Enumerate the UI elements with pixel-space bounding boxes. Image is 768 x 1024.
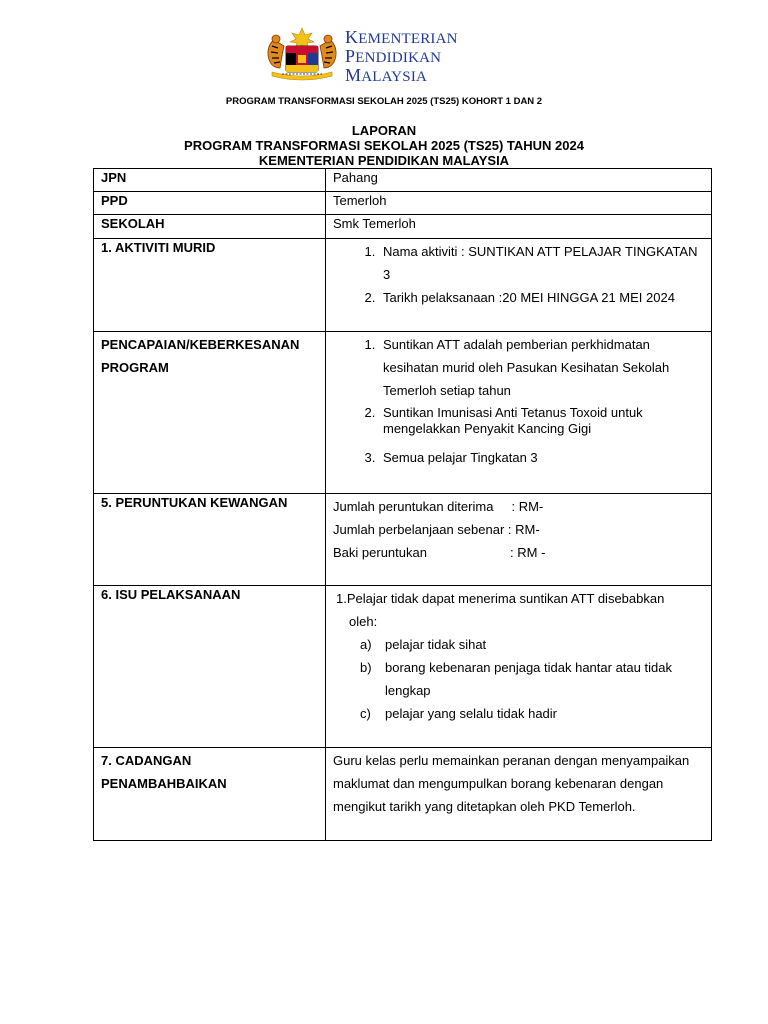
row-value: Smk Temerloh xyxy=(326,215,712,239)
fin-row-diterima: Jumlah peruntukan diterima : RM- xyxy=(333,499,544,514)
list-item: 3. Semua pelajar Tingkatan 3 xyxy=(379,450,704,465)
list-item: 1. Suntikan ATT adalah pemberian perkhidmatan kesihatan murid oleh Pasukan Kesihatan Sekolah Temerloh setiap tahun xyxy=(379,333,704,402)
coat-of-arms-icon xyxy=(262,26,342,82)
table-row-aktiviti xyxy=(94,239,712,332)
isu-list xyxy=(333,633,704,725)
row-value xyxy=(326,239,712,332)
report-title xyxy=(0,123,768,168)
row-label: SEKOLAH xyxy=(94,215,326,239)
list-item: 2. Suntikan Imunisasi Anti Tetanus Toxoid untuk mengelakkan Penyakit Kancing Gigi xyxy=(379,405,704,437)
row-label: JPN xyxy=(94,169,326,192)
list-item: 1. Nama aktiviti : SUNTIKAN ATT PELAJAR TINGKATAN 3 xyxy=(379,240,704,286)
table-row-cadangan xyxy=(94,748,712,841)
row-value: 1.Pelajar tidak dapat menerima suntikan ATT disebabkan oleh: a) pelajar tidak sihat b) borang kebenaran penjaga tidak hantar atau tidak lengkap c) pelajar yang selalu tidak hadir xyxy=(326,586,712,748)
row-label: PPD xyxy=(94,192,326,215)
report-table xyxy=(93,168,712,841)
row-label: 6. ISU PELAKSANAAN xyxy=(94,586,326,748)
list-item: b) borang kebenaran penjaga tidak hantar atau tidak lengkap xyxy=(360,660,672,698)
document-header: PROGRAM TRANSFORMASI SEKOLAH 2025 (TS25) KOHORT 1 DAN 2 xyxy=(225,96,543,107)
title-line-1: LAPORAN xyxy=(351,123,417,138)
fin-row-perbelanjaan: Jumlah perbelanjaan sebenar : RM- xyxy=(333,522,540,537)
row-value xyxy=(326,494,712,586)
ministry-name: KEMENTERIAN PENDIDIKAN MALAYSIA xyxy=(345,27,458,85)
title-line-3: KEMENTERIAN PENDIDIKAN MALAYSIA xyxy=(258,153,510,168)
table-row-isu xyxy=(94,586,712,748)
list-item: c) pelajar yang selalu tidak hadir xyxy=(360,706,557,721)
pencapaian-list xyxy=(333,333,704,465)
row-label: 5. PERUNTUKAN KEWANGAN xyxy=(94,494,326,586)
table-row-ppd xyxy=(94,192,712,215)
aktiviti-list xyxy=(333,240,704,309)
ministry-logo xyxy=(262,26,472,84)
row-value: Pahang xyxy=(326,169,712,192)
row-label: 7. CADANGAN PENAMBAHBAIKAN xyxy=(94,748,326,841)
table-row-pencapaian xyxy=(94,332,712,494)
table-row-peruntukan xyxy=(94,494,712,586)
title-line-2: PROGRAM TRANSFORMASI SEKOLAH 2025 (TS25) TAHUN 2024 xyxy=(184,138,584,153)
list-item: a) pelajar tidak sihat xyxy=(360,637,487,652)
list-item: 2. Tarikh pelaksanaan :20 MEI HINGGA 21 MEI 2024 xyxy=(379,286,704,309)
row-label: PENCAPAIAN/KEBERKESANAN PROGRAM xyxy=(94,332,326,494)
table-row-sekolah xyxy=(94,215,712,239)
row-value: Temerloh xyxy=(326,192,712,215)
table-row-jpn xyxy=(94,169,712,192)
row-label: 1. AKTIVITI MURID xyxy=(94,239,326,332)
row-value xyxy=(326,332,712,494)
row-value: Guru kelas perlu memainkan peranan dengan menyampaikan maklumat dan mengumpulkan borang kebenaran dengan mengikut tarikh yang ditetapkan oleh PKD Temerloh. xyxy=(326,748,712,841)
fin-row-baki: Baki peruntukan : RM - xyxy=(333,545,546,560)
